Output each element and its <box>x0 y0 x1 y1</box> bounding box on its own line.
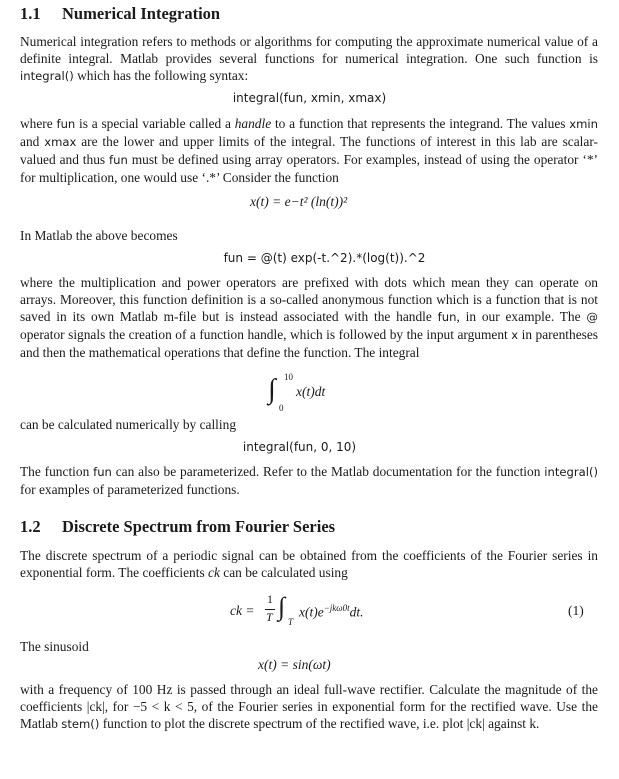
code-inline: xmax <box>44 135 77 149</box>
paragraph-rectifier <box>20 681 598 733</box>
paragraph-matlab-becomes: In Matlab the above becomes <box>20 228 178 243</box>
code-inline: x <box>511 328 519 342</box>
section-title: Discrete Spectrum from Fourier Series <box>62 517 336 536</box>
equation-sinusoid: x(t) = sin(ωt) <box>258 657 331 672</box>
text: can also be parameterized. Refer to the Matlab documentation for the function <box>111 464 545 479</box>
equation-integral <box>268 372 358 416</box>
paragraph-handle <box>20 115 598 186</box>
code-fun-definition: fun = @(t) exp(-t.^2).*(log(t)).^2 <box>223 251 426 265</box>
text: must be defined using array operators. For examples, instead of using the operator ‘*’ for multiplication, one would use ‘.*’ Consider the function <box>20 152 598 185</box>
text: in parentheses and then the mathematical operations that define the function. The integral <box>20 327 598 360</box>
paragraph-discrete-spectrum <box>20 547 598 581</box>
code-inline: fun <box>56 117 76 131</box>
section-number: 1.2 <box>20 517 41 536</box>
integral-lower-limit: 0 <box>279 403 284 413</box>
section-heading-discrete-spectrum <box>20 517 335 537</box>
text: where the multiplication and power operators are prefixed with dots which mean they can operate on arrays. Moreover, this function definition is a so-called anonymous function which is a function that is not saved in its own Matlab m-file but is instead associated with the handle <box>20 275 598 324</box>
integral-body: x(t)dt <box>296 384 326 399</box>
text: for examples of parameterized functions. <box>20 482 240 497</box>
eq-integral-subscript: T <box>288 617 294 627</box>
paragraph-anonymous-function <box>20 274 598 361</box>
text: to a function that represents the integrand. The values <box>271 116 570 131</box>
text: The function <box>20 464 94 479</box>
integral-upper-limit: 10 <box>284 372 293 382</box>
eq-lhs: ck = <box>230 603 255 618</box>
paragraph-sinusoid: The sinusoid <box>20 639 89 654</box>
paragraph-calling: can be calculated numerically by calling <box>20 417 237 432</box>
code-inline: @ <box>586 310 598 324</box>
text: which has the following syntax: <box>73 68 249 83</box>
text: operator signals the creation of a function handle, which is followed by the input argument <box>20 327 512 342</box>
equation-fourier-coefficient <box>230 590 390 630</box>
section-title: Numerical Integration <box>62 4 221 23</box>
eq-integrand <box>299 603 364 621</box>
eq-tail: dt. <box>349 604 364 620</box>
code-inline: integral() <box>20 69 74 83</box>
eq-fraction-numerator: 1 <box>267 592 273 606</box>
code-inline: xmin <box>569 117 598 131</box>
eq-exponent: −jkω0t <box>323 603 350 613</box>
text: with a frequency of 100 Hz is passed through an ideal full-wave rectifier. Calculate the magnitude of the coefficients |ck|, for −5 < k < 5, of the Fourier series in exponential form for the rectified wave. Use the Matlab <box>20 682 598 731</box>
code-integral-call: integral(fun, 0, 10) <box>242 440 357 454</box>
section-number: 1.1 <box>20 4 41 23</box>
section-heading-numerical-integration <box>20 4 220 24</box>
code-syntax: integral(fun, xmin, xmax) <box>232 91 387 105</box>
text: where <box>20 116 57 131</box>
text: The discrete spectrum of a periodic signal can be obtained from the coefficients of the Fourier series in exponential form. The coefficients <box>20 548 598 580</box>
text: Numerical integration refers to methods or algorithms for computing the approximate numerical value of a definite integral. Matlab provides several functions for numerical integration. One such function is <box>20 34 598 66</box>
text: and <box>20 134 45 149</box>
eq-integrand-body: x(t)e <box>299 604 324 620</box>
text: is a special variable called a <box>75 116 235 131</box>
code-inline: integral() <box>544 465 598 479</box>
eq-fraction-denominator: T <box>266 610 273 624</box>
integral-sign: ∫ <box>268 374 276 405</box>
code-inline: stem() <box>61 717 100 731</box>
code-inline: fun <box>109 153 128 167</box>
paragraph-intro <box>20 33 598 85</box>
code-inline: fun <box>93 465 112 479</box>
equation-number: (1) <box>568 603 584 618</box>
text: , in our example. The <box>456 309 587 324</box>
eq-integral-sign: ∫ <box>278 592 286 621</box>
paragraph-parameterized <box>20 463 598 498</box>
text: are the lower and upper limits of the integral. The functions of interest in this lab are scalar-valued and thus <box>20 134 598 167</box>
equation-xt: x(t) = e−t² (ln(t))² <box>250 194 348 209</box>
text: function to plot the discrete spectrum of the rectified wave, i.e. plot |ck| against k. <box>99 716 540 731</box>
emphasis: handle <box>234 116 272 131</box>
text: can be calculated using <box>219 565 348 580</box>
math-inline: ck <box>208 565 220 580</box>
code-inline: fun <box>437 310 457 324</box>
